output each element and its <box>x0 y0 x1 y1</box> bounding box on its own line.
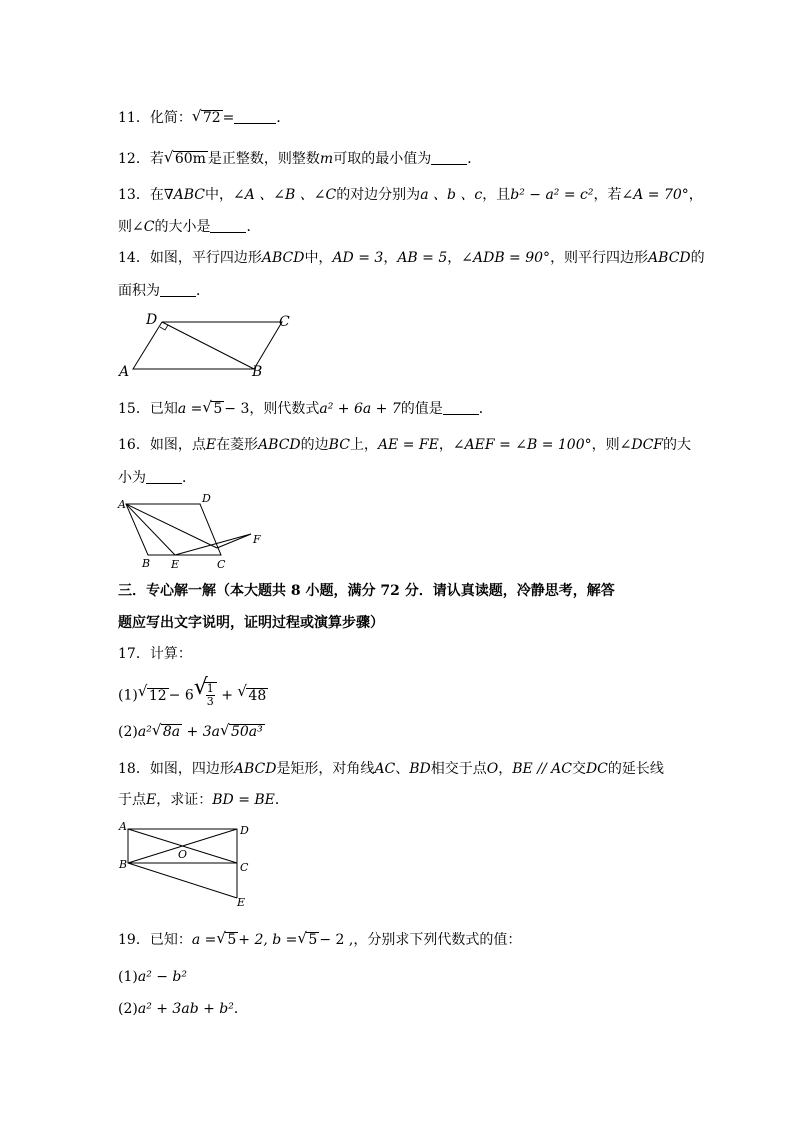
text-segment: ， <box>438 437 453 453</box>
text-segment: ， <box>498 761 513 777</box>
math-expression: a = <box>177 401 203 417</box>
denominator: 3 <box>206 695 214 708</box>
part-label: (2) <box>118 1001 138 1017</box>
math-expression: ∠AEF = ∠B = 100° <box>452 437 592 453</box>
label-o: O <box>178 848 188 861</box>
text-segment: 如图，平行四边形 <box>149 250 262 266</box>
period: ． <box>276 110 291 126</box>
math-operator: − 6 <box>168 687 194 704</box>
shape-name: ABCD <box>261 250 305 266</box>
right-angle-mark <box>160 325 168 330</box>
text-segment: 于点 <box>118 792 146 808</box>
label-a: A <box>119 364 130 380</box>
sqrt-expression: √ 72 <box>191 107 221 126</box>
section-3-heading-line-1: 三．专心解一解（本大题共 8 小题，满分 72 分．请认真读题，冷静思考，解答 <box>118 583 615 599</box>
text-segment: 已知 <box>149 401 178 417</box>
question-number: 15． <box>118 401 150 417</box>
point-name: O <box>486 761 499 777</box>
math-expression: AD = 3 <box>332 250 384 266</box>
text-segment: ，且 <box>482 187 511 203</box>
question-number: 19． <box>118 932 150 948</box>
question-number: 16． <box>118 437 150 453</box>
equals-sign: = <box>222 110 235 126</box>
label-d: D <box>202 492 211 505</box>
question-15 <box>118 400 493 418</box>
shape-name: ABCD <box>648 250 691 266</box>
point-name: E <box>146 792 157 808</box>
radicand: 50a³ <box>230 724 263 740</box>
question-12 <box>118 150 481 168</box>
label-e: E <box>171 558 180 571</box>
text-segment: ，若 <box>593 187 622 203</box>
radicand: 60m <box>174 151 206 167</box>
radicand: 48 <box>248 687 267 704</box>
segment-name: BC <box>328 437 350 453</box>
text-segment: 可取的最小值为 <box>333 151 432 167</box>
text-segment: 如图，四边形 <box>149 761 234 777</box>
question-14-line-1 <box>118 249 705 267</box>
question-13-line-2 <box>118 218 260 236</box>
period: ． <box>196 283 210 299</box>
text-segment: ，则平行四边形 <box>550 250 649 266</box>
text-segment: 是正整数，则整数 <box>207 151 320 167</box>
math-expression: a 、b 、c <box>420 187 483 203</box>
radicand: 5 <box>227 932 237 948</box>
segment-ae <box>126 504 175 555</box>
label-d: D <box>240 824 249 837</box>
math-expression: ∠C <box>132 219 155 235</box>
question-17-part-1 <box>118 675 268 708</box>
segment-name: AC <box>374 761 396 777</box>
sqrt-expression: √ 60m <box>163 148 206 167</box>
part-label: (1) <box>118 969 138 985</box>
question-19-part-1 <box>118 968 187 986</box>
text-segment: 的大小是 <box>154 219 211 235</box>
text-segment: 已知： <box>149 932 192 948</box>
answer-blank <box>431 150 467 165</box>
point-name: E <box>205 437 217 453</box>
sqrt-expression: √ 48 <box>237 681 267 704</box>
period: ． <box>478 401 493 417</box>
math-expression: a² + 3ab + b² <box>137 1001 234 1017</box>
sqrt-expression: √ 5 <box>216 929 237 948</box>
text-segment: 是矩形，对角线 <box>276 761 375 777</box>
label-d: D <box>146 312 158 328</box>
question-19-part-2 <box>118 1000 248 1018</box>
text-segment: 的对边分别为 <box>336 187 421 203</box>
question-19-line-1 <box>118 931 521 949</box>
segment-ef <box>175 534 251 555</box>
question-text: 化简： <box>149 110 192 126</box>
text-segment: 的延长线 <box>607 761 664 777</box>
part-label: (1) <box>118 687 138 704</box>
math-expression: a² − b² <box>137 969 188 985</box>
segment-a-to-cf <box>126 504 217 548</box>
diagonal-db <box>162 322 254 369</box>
text-segment: ，则代数式 <box>249 401 320 417</box>
text-segment: 的大 <box>663 437 692 453</box>
text-segment: 的边 <box>300 437 329 453</box>
period: ． <box>246 219 261 235</box>
section-3-heading-line-2: 题应写出文字说明，证明过程或演算步骤） <box>118 615 384 631</box>
text-segment: 的值是 <box>400 401 443 417</box>
text-segment: 若 <box>149 151 164 167</box>
math-expression: ∠ADB = 90° <box>461 250 551 266</box>
math-expression: a² + 6a + 7 <box>319 401 401 417</box>
segment-be <box>128 863 237 898</box>
question-17-part-2 <box>118 723 265 741</box>
question-14-line-2 <box>118 282 210 300</box>
text-segment: 则 <box>118 219 132 235</box>
question-number: 11． <box>118 110 150 126</box>
sqrt-expression: √ 8a <box>151 721 181 740</box>
math-expression: b² − a² = c² <box>510 187 594 203</box>
math-expression: + 2, b = <box>238 932 298 948</box>
rhombus-outline <box>126 504 221 555</box>
text-segment: 在菱形 <box>216 437 259 453</box>
math-expression: BD = BE <box>212 792 275 808</box>
radicand: 72 <box>202 110 221 126</box>
text-segment: 的 <box>690 250 705 266</box>
math-expression: ∠A = 70° <box>621 187 689 203</box>
shape-name: ABCD <box>258 437 301 453</box>
math-expression: AE = FE <box>377 437 439 453</box>
period: ． <box>467 151 482 167</box>
sqrt-expression: √ 5 <box>297 929 318 948</box>
part-label: (2) <box>118 724 138 740</box>
radicand: 8a <box>162 724 181 740</box>
label-b: B <box>142 557 151 570</box>
text-segment: 相交于点 <box>430 761 487 777</box>
question-number: 12． <box>118 151 150 167</box>
text-segment: ，分别求下列代数式的值： <box>353 932 522 948</box>
text-segment: ， <box>688 187 703 203</box>
question-16-line-1 <box>118 436 691 454</box>
math-expression: ∠DCF <box>619 437 664 453</box>
text-segment: 如图，点 <box>149 437 206 453</box>
variable: m <box>319 151 334 167</box>
segment-name: BD <box>409 761 431 777</box>
segment-cf <box>217 534 251 548</box>
period: ． <box>233 1001 248 1017</box>
text-segment: 小为 <box>118 470 146 486</box>
answer-blank <box>160 282 196 297</box>
sqrt-expression: √ 50a³ <box>219 721 263 740</box>
math-expression: BE // AC <box>512 761 572 777</box>
numerator: 1 <box>206 682 214 695</box>
label-f: F <box>253 533 261 546</box>
period: ． <box>182 470 196 486</box>
question-16-line-2 <box>118 469 196 487</box>
text-segment: ， <box>383 250 398 266</box>
segment-name: DC <box>585 761 608 777</box>
text-segment: ，则 <box>591 437 620 453</box>
answer-blank <box>146 469 182 484</box>
label-c: C <box>279 314 290 330</box>
math-expression: AB = 5 <box>397 250 448 266</box>
question-number: 14． <box>118 250 150 266</box>
radicand: 5 <box>213 401 223 417</box>
text-segment: ， <box>447 250 462 266</box>
text-segment: 中， <box>304 250 333 266</box>
question-11 <box>118 109 290 127</box>
period: ． <box>274 792 289 808</box>
label-c: C <box>240 861 249 874</box>
label-b: B <box>119 858 128 871</box>
label-b: B <box>252 364 263 380</box>
answer-blank <box>234 109 276 124</box>
sqrt-expression: √ 5 <box>202 398 223 417</box>
question-number: 13． <box>118 187 150 203</box>
math-expression: a = <box>191 932 217 948</box>
math-operator: + <box>221 687 233 704</box>
text-segment: 交 <box>571 761 586 777</box>
text-segment: 上， <box>349 437 378 453</box>
math-expression: − 3 <box>224 401 250 417</box>
rhombus-figure <box>115 490 265 572</box>
triangle-name: ∇ABC <box>163 187 205 203</box>
math-expression: + 3a <box>186 724 220 740</box>
radicand: 5 <box>308 932 318 948</box>
answer-blank <box>443 400 479 415</box>
text-segment: 、 <box>395 761 410 777</box>
rectangle-figure <box>115 818 255 910</box>
shape-name: ABCD <box>233 761 277 777</box>
sqrt-expression: √ 12 <box>137 681 167 704</box>
label-e: E <box>237 896 246 909</box>
answer-blank <box>210 218 246 233</box>
math-expression: ∠A 、∠B 、∠C <box>232 187 337 203</box>
question-18-line-1 <box>118 760 664 778</box>
text-segment: 面积为 <box>118 283 160 299</box>
label-a: A <box>119 820 127 833</box>
text-segment: 在 <box>149 187 164 203</box>
math-expression: a² <box>137 724 152 740</box>
math-expression: − 2 , <box>319 932 354 948</box>
question-17-title: 17．计算： <box>118 646 192 662</box>
sqrt-fraction: √ $\frac{1}{3}$ <box>194 682 217 708</box>
label-a: A <box>118 498 126 511</box>
radicand: 12 <box>148 687 167 704</box>
question-18-line-2 <box>118 791 289 809</box>
label-c: C <box>217 558 226 571</box>
text-segment: 中， <box>204 187 233 203</box>
question-13-line-1 <box>118 186 703 204</box>
question-number: 18． <box>118 761 150 777</box>
parallelogram-figure <box>115 310 305 382</box>
text-segment: ，求证： <box>156 792 213 808</box>
